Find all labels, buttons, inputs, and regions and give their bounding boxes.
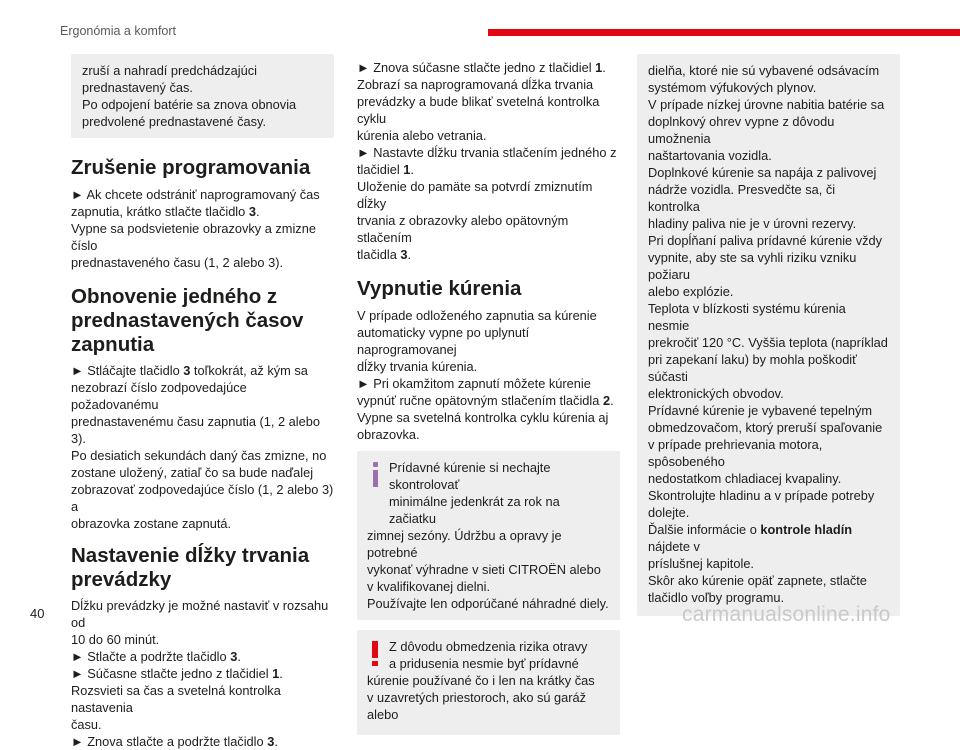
note-line: kúrenie používané čo i len na krátky čas	[367, 673, 595, 688]
warning-note	[357, 630, 620, 735]
paragraph-line: ► Ak chcete odstrániť naprogramovaný čas	[71, 187, 320, 202]
cross-reference: kontrole hladín	[760, 522, 853, 537]
button-ref: 2	[602, 393, 611, 408]
note-line: minimálne jedenkrát za rok na začiatku	[389, 494, 560, 526]
paragraph-line: času.	[71, 717, 102, 732]
button-ref: 3	[400, 247, 408, 262]
paragraph-line: Zobrazí sa naprogramovaná dĺžka trvania	[357, 77, 594, 92]
box-line: Doplnkové kúrenie sa napája z palivovej	[648, 165, 877, 180]
box-line: v prípade prehrievania motora, spôsobeného	[648, 437, 823, 469]
box-line: pri zapekaní laku) by mohla poškodiť súčasti	[648, 352, 857, 384]
box-line: nedostatkom chladiacej kvapaliny.	[648, 471, 842, 486]
button-ref: 3	[248, 204, 256, 219]
note-line: vykonať výhradne v sieti CITROËN alebo	[367, 562, 601, 577]
paragraph-line: ► Znova stlačte a podržte tlačidlo 3.	[71, 734, 278, 749]
box-line: doplnkový ohrev vypne z dôvodu umožnenia	[648, 114, 835, 146]
note-line: v kvalifikovanej dielni.	[367, 579, 491, 594]
warning-continuation-box	[637, 54, 900, 616]
box-line: predvolené prednastavené časy.	[82, 114, 267, 129]
paragraph-line: tlačidla 3.	[357, 247, 412, 262]
paragraph-line: kúrenia alebo vetrania.	[357, 128, 487, 143]
paragraph-line: zapnutia, krátko stlačte tlačidlo 3.	[71, 204, 260, 219]
paragraph-line: prednastavenému času zapnutia (1, 2 alebo 3).	[71, 414, 320, 446]
paragraph-line: Po desiatich sekundách daný čas zmizne, no	[71, 448, 327, 463]
info-icon	[368, 462, 382, 488]
paragraph-line: ► Stláčajte tlačidlo 3 toľkokrát, až kým sa	[71, 363, 308, 378]
paragraph-line: prevádzky a bude blikať svetelná kontrolka cyklu	[357, 94, 600, 126]
paragraph-line: obrazovka zostane zapnutá.	[71, 516, 232, 531]
paragraph-line: ► Znova súčasne stlačte jedno z tlačidiel 1.	[357, 60, 606, 75]
box-line: dolejte.	[648, 505, 690, 520]
paragraph-line: Rozsvieti sa čas a svetelná kontrolka nastavenia	[71, 683, 281, 715]
note-line: Z dôvodu obmedzenia rizika otravy	[389, 639, 588, 654]
info-note	[357, 451, 620, 620]
note-line: v uzavretých priestoroch, ako sú garáž alebo	[367, 690, 587, 722]
box-line: systémom výfukových plynov.	[648, 80, 817, 95]
box-line: alebo explózie.	[648, 284, 734, 299]
column-right	[637, 54, 900, 616]
paragraph-line: ► Pri okamžitom zapnutí môžete kúrenie	[357, 376, 591, 391]
paragraph-line: Vypne sa svetelná kontrolka cyklu kúrenia aj	[357, 410, 609, 425]
paragraph-line: Uloženie do pamäte sa potvrdí zmiznutím dĺžky	[357, 179, 593, 211]
paragraph-line: Vypne sa podsvietenie obrazovky a zmizne číslo	[71, 221, 316, 253]
paragraph-line: automaticky vypne po uplynutí naprogramovanej	[357, 325, 530, 357]
box-line: Teplota v blízkosti systému kúrenia nesmie	[648, 301, 846, 333]
box-line: Prídavné kúrenie je vybavené tepelným	[648, 403, 873, 418]
box-line: Pri dopĺňaní paliva prídavné kúrenie vždy	[648, 233, 883, 248]
continuation-box	[71, 54, 334, 138]
box-line: Skontrolujte hladinu a v prípade potreby	[648, 488, 875, 503]
paragraph-line: tlačidiel 1.	[357, 162, 414, 177]
paragraph-line: ► Súčasne stlačte jedno z tlačidiel 1.	[71, 666, 283, 681]
warning-icon	[368, 641, 382, 667]
heading-turn-off-heating: Vypnutie kúrenia	[357, 277, 522, 300]
note-line: a pridusenia nesmie byť prídavné	[389, 656, 579, 671]
box-line: Skôr ako kúrenie opäť zapnete, stlačte	[648, 573, 867, 588]
button-ref: 3	[230, 649, 238, 664]
button-ref: 3	[183, 363, 191, 378]
column-middle	[357, 54, 620, 735]
paragraph-line: vypnúť ručne opätovným stlačením tlačidla 2.	[357, 393, 614, 408]
paragraph-line: trvania z obrazovky alebo opätovným stlačením	[357, 213, 569, 245]
note-line: Prídavné kúrenie si nechajte skontrolovať	[389, 460, 551, 492]
paragraph-line: Dĺžku prevádzky je možné nastaviť v rozsahu od	[71, 598, 329, 630]
heading-cancel-programming: Zrušenie programovania	[71, 156, 311, 179]
paragraph-line: obrazovka.	[357, 427, 420, 442]
box-line: Po odpojení batérie sa znova obnovia	[82, 97, 297, 112]
note-line: zimnej sezóny. Údržbu a opravy je potrebné	[367, 528, 562, 560]
heading-set-duration: Nastavenie dĺžky trvania prevádzky	[71, 544, 310, 591]
button-ref: 3	[267, 734, 275, 749]
box-line: prednastavený čas.	[82, 80, 193, 95]
paragraph-line: prednastaveného času (1, 2 alebo 3).	[71, 255, 284, 270]
paragraph-line: zostane uložený, zatiaľ čo sa bude naďalej	[71, 465, 314, 480]
heading-restore-preset: Obnovenie jedného z prednastavených časov zapnutia	[71, 285, 304, 356]
paragraph-line: V prípade odloženého zapnutia sa kúrenie	[357, 308, 597, 323]
box-line: V prípade nízkej úrovne nabitia batérie sa	[648, 97, 885, 112]
box-line: hladiny paliva nie je v úrovni rezervy.	[648, 216, 857, 231]
box-line: vypnite, aby ste sa vyhli riziku vzniku požiaru	[648, 250, 857, 282]
button-ref: 1	[272, 666, 280, 681]
box-line: Ďalšie informácie o kontrole hladín nájdete v	[648, 522, 853, 554]
note-line: Používajte len odporúčané náhradné diely.	[367, 596, 609, 611]
box-line: zruší a nahradí predchádzajúci	[82, 63, 257, 78]
button-ref: 1	[403, 162, 411, 177]
box-line: dielňa, ktoré nie sú vybavené odsávacím	[648, 63, 880, 78]
column-left	[71, 54, 334, 750]
page-number: 40	[30, 606, 45, 621]
header-accent-bar	[488, 29, 960, 36]
box-line: prekročiť 120 °C. Vyššia teplota (napríklad	[648, 335, 888, 350]
box-line: elektronických obvodov.	[648, 386, 784, 401]
button-ref: 1	[595, 60, 603, 75]
box-line: tlačidlo voľby programu.	[648, 590, 785, 605]
paragraph-line: dĺžky trvania kúrenia.	[357, 359, 478, 374]
box-line: obmedzovačom, ktorý preruší spaľovanie	[648, 420, 883, 435]
paragraph-line: nezobrazí číslo zodpovedajúce požadovanému	[71, 380, 247, 412]
box-line: naštartovania vozidla.	[648, 148, 772, 163]
watermark: carmanualsonline.info	[682, 603, 891, 626]
paragraph-line: ► Nastavte dĺžku trvania stlačením jedného z	[357, 145, 617, 160]
box-line: nádrže vozidla. Presvedčte sa, či kontrolka	[648, 182, 836, 214]
box-line: príslušnej kapitole.	[648, 556, 754, 571]
paragraph-line: 10 do 60 minút.	[71, 632, 160, 647]
paragraph-line: ► Stlačte a podržte tlačidlo 3.	[71, 649, 241, 664]
paragraph-line: zobrazovať zodpovedajúce číslo (1, 2 alebo 3) a	[71, 482, 334, 514]
header-title: Ergonómia a komfort	[60, 24, 177, 38]
